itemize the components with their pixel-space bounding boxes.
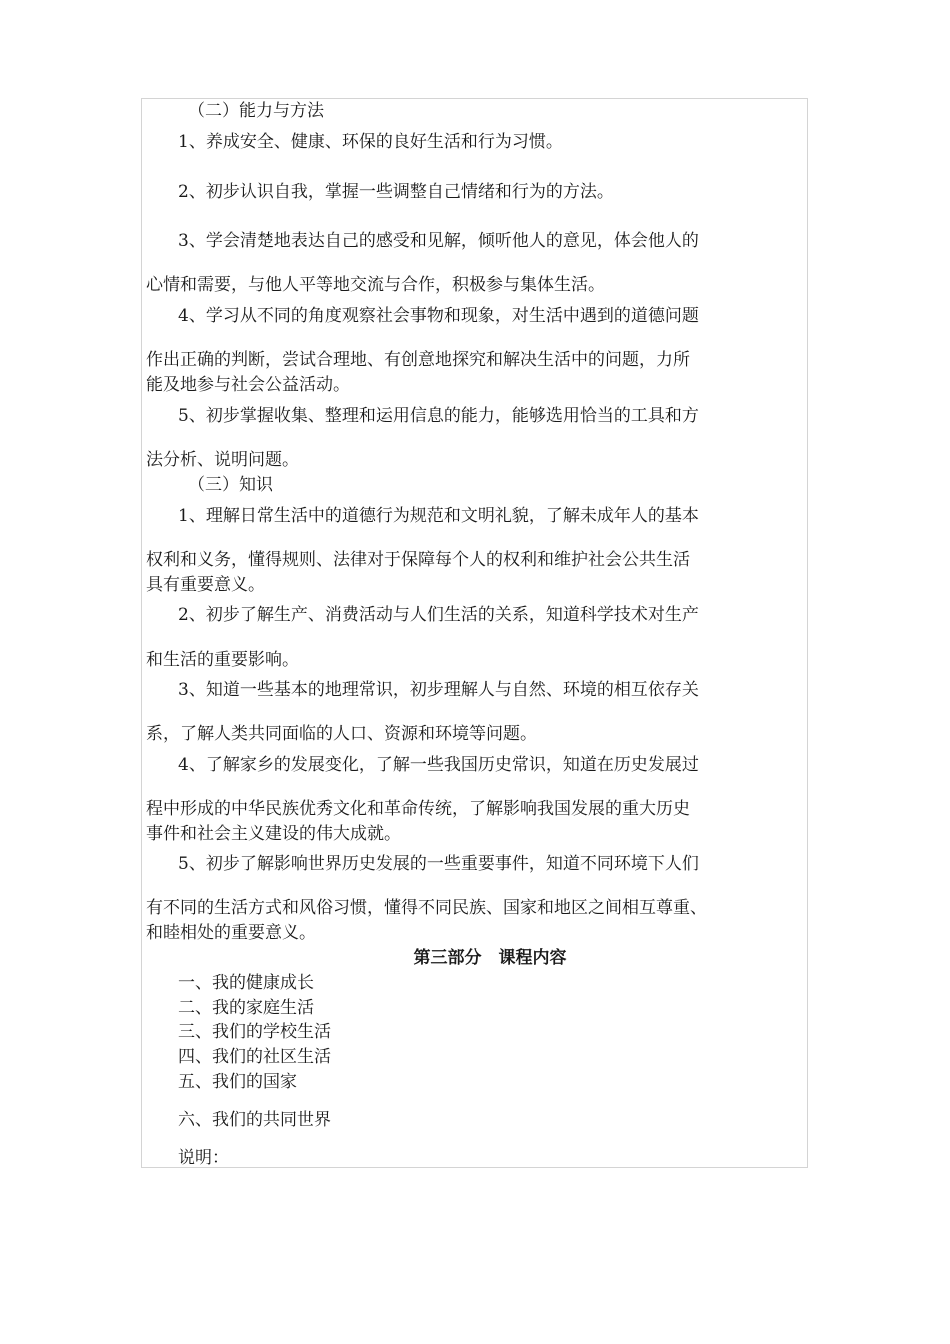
knowledge-item-2-line-2: 和生活的重要影响。	[146, 650, 299, 670]
section-heading-knowledge: （三）知识	[188, 475, 273, 495]
ability-item-3-line-2: 心情和需要，与他人平等地交流与合作，积极参与集体生活。	[146, 275, 605, 295]
ability-item-4-line-2: 作出正确的判断，尝试合理地、有创意地探究和解决生活中的问题，力所	[146, 350, 690, 370]
ability-item-4-line-3: 能及地参与社会公益活动。	[146, 375, 350, 395]
ability-item-5-line-2: 法分析、说明问题。	[146, 450, 299, 470]
knowledge-item-5-line-3: 和睦相处的重要意义。	[146, 923, 316, 943]
knowledge-item-4-line-1: 4、了解家乡的发展变化，了解一些我国历史常识，知道在历史发展过	[178, 755, 699, 775]
part3-item-2: 二、我的家庭生活	[178, 998, 314, 1018]
ability-item-5-line-1: 5、初步掌握收集、整理和运用信息的能力，能够选用恰当的工具和方	[178, 406, 699, 426]
knowledge-item-4-line-3: 事件和社会主义建设的伟大成就。	[146, 824, 401, 844]
part3-item-4: 四、我们的社区生活	[178, 1047, 331, 1067]
part3-item-1: 一、我的健康成长	[178, 973, 314, 993]
ability-item-3-line-1: 3、学会清楚地表达自己的感受和见解，倾听他人的意见，体会他人的	[178, 231, 699, 251]
ability-item-4-line-1: 4、学习从不同的角度观察社会事物和现象，对生活中遇到的道德问题	[178, 306, 699, 326]
knowledge-item-1-line-1: 1、理解日常生活中的道德行为规范和文明礼貌，了解未成年人的基本	[178, 506, 699, 526]
part3-note-label: 说明：	[178, 1148, 229, 1168]
section-heading-ability: （二）能力与方法	[188, 101, 324, 121]
ability-item-1-line-1: 1、养成安全、健康、环保的良好生活和行为习惯。	[178, 132, 563, 152]
knowledge-item-3-line-2: 系，了解人类共同面临的人口、资源和环境等问题。	[146, 724, 537, 744]
part3-item-3: 三、我们的学校生活	[178, 1022, 331, 1042]
part3-item-6: 六、我们的共同世界	[178, 1110, 331, 1130]
knowledge-item-4-line-2: 程中形成的中华民族优秀文化和革命传统，了解影响我国发展的重大历史	[146, 799, 690, 819]
knowledge-item-2-line-1: 2、初步了解生产、消费活动与人们生活的关系，知道科学技术对生产	[178, 605, 699, 625]
part3-title: 第三部分 课程内容	[413, 948, 567, 968]
knowledge-item-5-line-2: 有不同的生活方式和风俗习惯，懂得不同民族、国家和地区之间相互尊重、	[146, 898, 707, 918]
part3-item-5: 五、我们的国家	[178, 1072, 297, 1092]
knowledge-item-1-line-3: 具有重要意义。	[146, 575, 265, 595]
knowledge-item-5-line-1: 5、初步了解影响世界历史发展的一些重要事件，知道不同环境下人们	[178, 854, 699, 874]
knowledge-item-3-line-1: 3、知道一些基本的地理常识，初步理解人与自然、环境的相互依存关	[178, 680, 699, 700]
ability-item-2-line-1: 2、初步认识自我，掌握一些调整自己情绪和行为的方法。	[178, 182, 614, 202]
knowledge-item-1-line-2: 权利和义务，懂得规则、法律对于保障每个人的权利和维护社会公共生活	[146, 550, 690, 570]
